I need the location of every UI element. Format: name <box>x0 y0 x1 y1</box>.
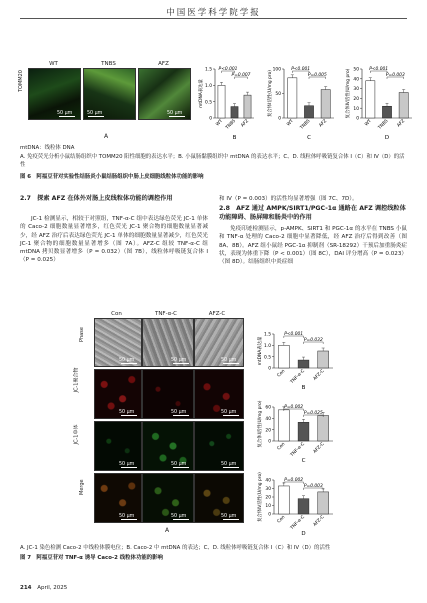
fig6-letter-a: A <box>104 133 109 140</box>
y-tick-label: 20 <box>353 97 359 102</box>
x-tick-label: AFZ <box>396 118 407 129</box>
p-value-label: P=0.003 <box>385 73 405 78</box>
fig7-merge-con: 50 μm <box>94 473 142 523</box>
bar-wt <box>218 85 225 118</box>
fig7-mono-tnf: 50 μm <box>142 421 194 471</box>
x-tick-label: WT <box>286 118 295 128</box>
fig6-chart-d <box>340 55 415 140</box>
fig7-agg-tnf: 50 μm <box>142 369 194 419</box>
y-axis-label: 复合体Ⅰ活性(U/mg pro) <box>258 400 263 448</box>
y-tick-label: 10 <box>265 504 271 510</box>
x-tick-label: TNBS <box>299 118 312 131</box>
panel-letter: D <box>384 135 390 140</box>
fig6-image-wt: 50 μm <box>28 68 81 120</box>
bar-afz-c <box>318 351 329 368</box>
fig7-agg-afz: 50 μm <box>194 369 244 419</box>
y-tick-label: 60 <box>265 405 271 411</box>
y-tick-label: 1.5 <box>264 332 271 338</box>
header-rule <box>20 18 407 19</box>
fig7-chart-b <box>246 320 341 390</box>
fig6-caption-title: 图 6 阿福豆苷对实验性结肠炎小鼠结肠组织中肠上皮细胞线粒体功能的影响 <box>20 174 204 180</box>
x-tick-label: AFZ-C <box>312 368 326 382</box>
y-tick-label: 10 <box>353 106 359 112</box>
issue-date: April, 2025 <box>37 585 68 591</box>
y-tick-label: 0 <box>356 116 359 122</box>
p-value-label: P<0.001 <box>369 67 389 72</box>
y-tick-label: 30 <box>353 87 359 93</box>
bar-tnbs <box>231 107 238 118</box>
p-value-label: P=0.005 <box>307 73 327 78</box>
x-tick-label: WT <box>215 118 224 128</box>
p-value-label: P=0.002 <box>284 478 304 483</box>
y-tick-label: 20 <box>265 495 271 501</box>
y-tick-label: 0 <box>268 512 271 518</box>
panel-letter: C <box>307 135 311 140</box>
x-tick-label: Con <box>276 441 287 452</box>
p-value-label: P<0.001 <box>284 332 304 337</box>
fig7-col-tnf: TNF-α-C <box>154 311 178 317</box>
paragraph-right-1: 和 IV（P = 0.003）的活性均显著增强（图 7C、7D）。 <box>219 196 358 202</box>
x-tick-label: TNBS <box>377 118 390 131</box>
bar-afz <box>399 93 408 118</box>
fig7-merge-tnf: 50 μm <box>142 473 194 523</box>
y-tick-label: 50 <box>353 67 359 73</box>
bar-tnf-c <box>298 499 309 514</box>
x-tick-label: AFZ <box>240 118 250 129</box>
fig7-letter-a: A <box>165 527 170 534</box>
bar-con <box>278 410 289 441</box>
x-tick-label: Con <box>276 368 287 379</box>
fig7-mono-con: 50 μm <box>94 421 142 471</box>
y-tick-label: 0 <box>209 116 212 122</box>
bar-afz <box>244 95 251 118</box>
paragraph-2-8: 免疫印迹检测显示，p-AMPK、SIRT1 和 PGC-1α 的水平在 TNBS 小鼠和 TNF-α 处理的 Caco-2 细胞中显著降低，经 AFZ 治疗后得到改善（图 8A、8B）。AFZ 组小鼠经 PGC-1α 抑制剂（SR-18292）干预后加重肠炎症状，表现为体重下降（P < 0.001）（图 8C），DAI 评分增高（P = 0.023）（图 8D）。结肠组织中炎症细 <box>219 226 407 266</box>
x-tick-label: TNBS <box>225 118 237 131</box>
page-footer <box>20 585 67 591</box>
journal-header: 中国医学科学院学报 <box>166 8 261 18</box>
x-tick-label: TNF-α-C <box>289 368 306 385</box>
bar-tnf-c <box>298 422 309 441</box>
bar-tnbs <box>382 106 391 118</box>
fig7-agg-con: 50 μm <box>94 369 142 419</box>
y-tick-label: 40 <box>265 416 271 422</box>
fig7-chart-c <box>246 393 341 463</box>
y-tick-label: 100 <box>272 67 281 73</box>
y-axis-label: 复合体Ⅰ活性(U/mg pro) <box>268 69 273 118</box>
fig7-row-mono: JC-1单体 <box>73 424 80 445</box>
fig7-row-merge: Merge <box>79 479 85 495</box>
fig7-mono-afz: 50 μm <box>194 421 244 471</box>
fig6-label-afz: AFZ <box>158 61 169 67</box>
y-tick-label: 1.5 <box>205 67 212 73</box>
y-tick-label: 0 <box>278 116 281 122</box>
bar-con <box>278 345 289 368</box>
section-heading-2-7: 2.7 探索 AFZ 在体外对肠上皮线粒体功能的调控作用 <box>20 195 173 202</box>
fig7-row-agg: JC-1聚合物 <box>73 367 80 393</box>
fig6-label-tnbs: TNBS <box>101 61 116 67</box>
fig7-phase-afz: 50 μm <box>194 318 244 367</box>
bar-afz <box>321 90 330 118</box>
y-tick-label: 0.5 <box>264 355 271 361</box>
fig6-image-tnbs: 50 μm <box>83 68 136 120</box>
y-axis-label: mtDNA表达量 <box>199 79 204 108</box>
fig7-col-afz: AFZ-C <box>208 311 226 317</box>
bar-tnbs <box>304 106 313 118</box>
fig7-row-phase: Phase <box>79 327 85 342</box>
y-tick-label: 40 <box>265 478 271 484</box>
paragraph-2-7: JC-1 检测显示，相较于对照组，TNF-α-C 组中表达绿色荧光 JC-1 单体的 Caco-2 细胞数量显著增多，红色荧光 JC-1 聚合物的细胞数量显著减少，经 AFZ 治疗后表达绿色荧光 JC-1 单体的细胞数量显著减少，红色荧光 JC-1 聚合物的细胞数量显著增多（图 7A）。AFZ-C 组较 TNF-α-C 组 mtDNA 拷贝数显著增多（P = 0.032）（图 7B），线粒体呼吸链复合体 I（P = 0.025） <box>20 216 208 264</box>
y-tick-label: 0 <box>268 439 271 445</box>
x-tick-label: WT <box>364 118 373 128</box>
bar-wt <box>288 78 297 118</box>
p-value-label: P=0.025 <box>303 411 323 416</box>
p-value-label: P=0.007 <box>231 73 251 78</box>
page-number: 214 <box>20 585 32 591</box>
fig7-phase-con: 50 μm <box>94 318 142 367</box>
fig7-col-con: Con <box>111 311 122 317</box>
panel-letter: D <box>301 531 306 536</box>
fig6-label-wt: WT <box>49 61 58 67</box>
panel-letter: B <box>301 385 306 390</box>
y-tick-label: 50 <box>275 92 281 98</box>
bar-afz-c <box>318 492 329 514</box>
p-value-label: P<0.001 <box>218 67 238 72</box>
fig7-merge-afz: 50 μm <box>194 473 244 523</box>
x-tick-label: TNF-α-C <box>289 441 306 458</box>
bar-afz-c <box>318 416 329 442</box>
bar-tnf-c <box>298 360 309 368</box>
p-value-label: P=0.032 <box>303 338 323 343</box>
fig6-image-afz: 50 μm <box>138 68 191 120</box>
x-tick-label: TNF-α-C <box>289 514 306 531</box>
x-tick-label: AFZ-C <box>312 441 326 455</box>
fig7-phase-tnf: 50 μm <box>142 318 194 367</box>
x-tick-label: AFZ <box>318 118 329 129</box>
y-tick-label: 0 <box>268 366 271 372</box>
y-tick-label: 1.0 <box>264 343 271 349</box>
x-tick-label: Con <box>276 514 287 525</box>
fig7-caption-title: 图 7 阿福豆苷对 TNF-α 诱导 Caco-2 线粒体功能的影响 <box>20 555 163 561</box>
y-axis-label: mtDNA表达量 <box>258 336 263 366</box>
y-tick-label: 40 <box>353 77 359 83</box>
fig7-caption-body: A. JC-1 染色检测 Caco-2 中线粒体膜电位；B. Caco-2 中 mtDNA 的表达；C、D. 线粒体呼吸链复合体 I（C）和 IV（D）的活性 <box>20 545 331 551</box>
p-value-label: P=0.003 <box>303 484 323 489</box>
fig6-chart-b <box>195 55 257 140</box>
y-tick-label: 0.5 <box>205 100 212 106</box>
p-value-label: P=0.002 <box>284 405 304 410</box>
panel-letter: C <box>301 458 306 463</box>
y-tick-label: 1.0 <box>205 83 212 89</box>
y-tick-label: 20 <box>265 428 271 434</box>
bar-con <box>278 486 289 514</box>
p-value-label: P<0.001 <box>291 67 311 72</box>
y-tick-label: 30 <box>265 487 271 493</box>
fig7-chart-d <box>246 466 341 536</box>
fig6-chart-c <box>262 55 337 140</box>
panel-letter: B <box>232 135 237 140</box>
bar-wt <box>366 81 375 118</box>
section-heading-2-8: 2.8 AFZ 通过 AMPK/SIRT1/PGC-1α 通路在 AFZ 调控线粒体功能障碍、肠屏障和肠炎中的作用 <box>219 205 406 221</box>
fig6-caption-body: A. 免疫荧光分析小鼠结肠组织中 TOMM20 阳性细胞的表达水平；B. 小鼠肠黏膜组织中 mtDNA 的表达水平；C、D. 线粒体呼吸链复合体 I（C）和 IV（D）的活性 <box>20 154 405 168</box>
y-axis-label: 复合体Ⅳ活性(U/mg pro) <box>258 472 263 522</box>
fig6-caption-abbrev: mtDNA：线粒体 DNA <box>20 145 75 151</box>
x-tick-label: AFZ-C <box>312 514 326 528</box>
y-axis-label: 复合体Ⅳ活性(U/mg pro) <box>346 68 351 119</box>
